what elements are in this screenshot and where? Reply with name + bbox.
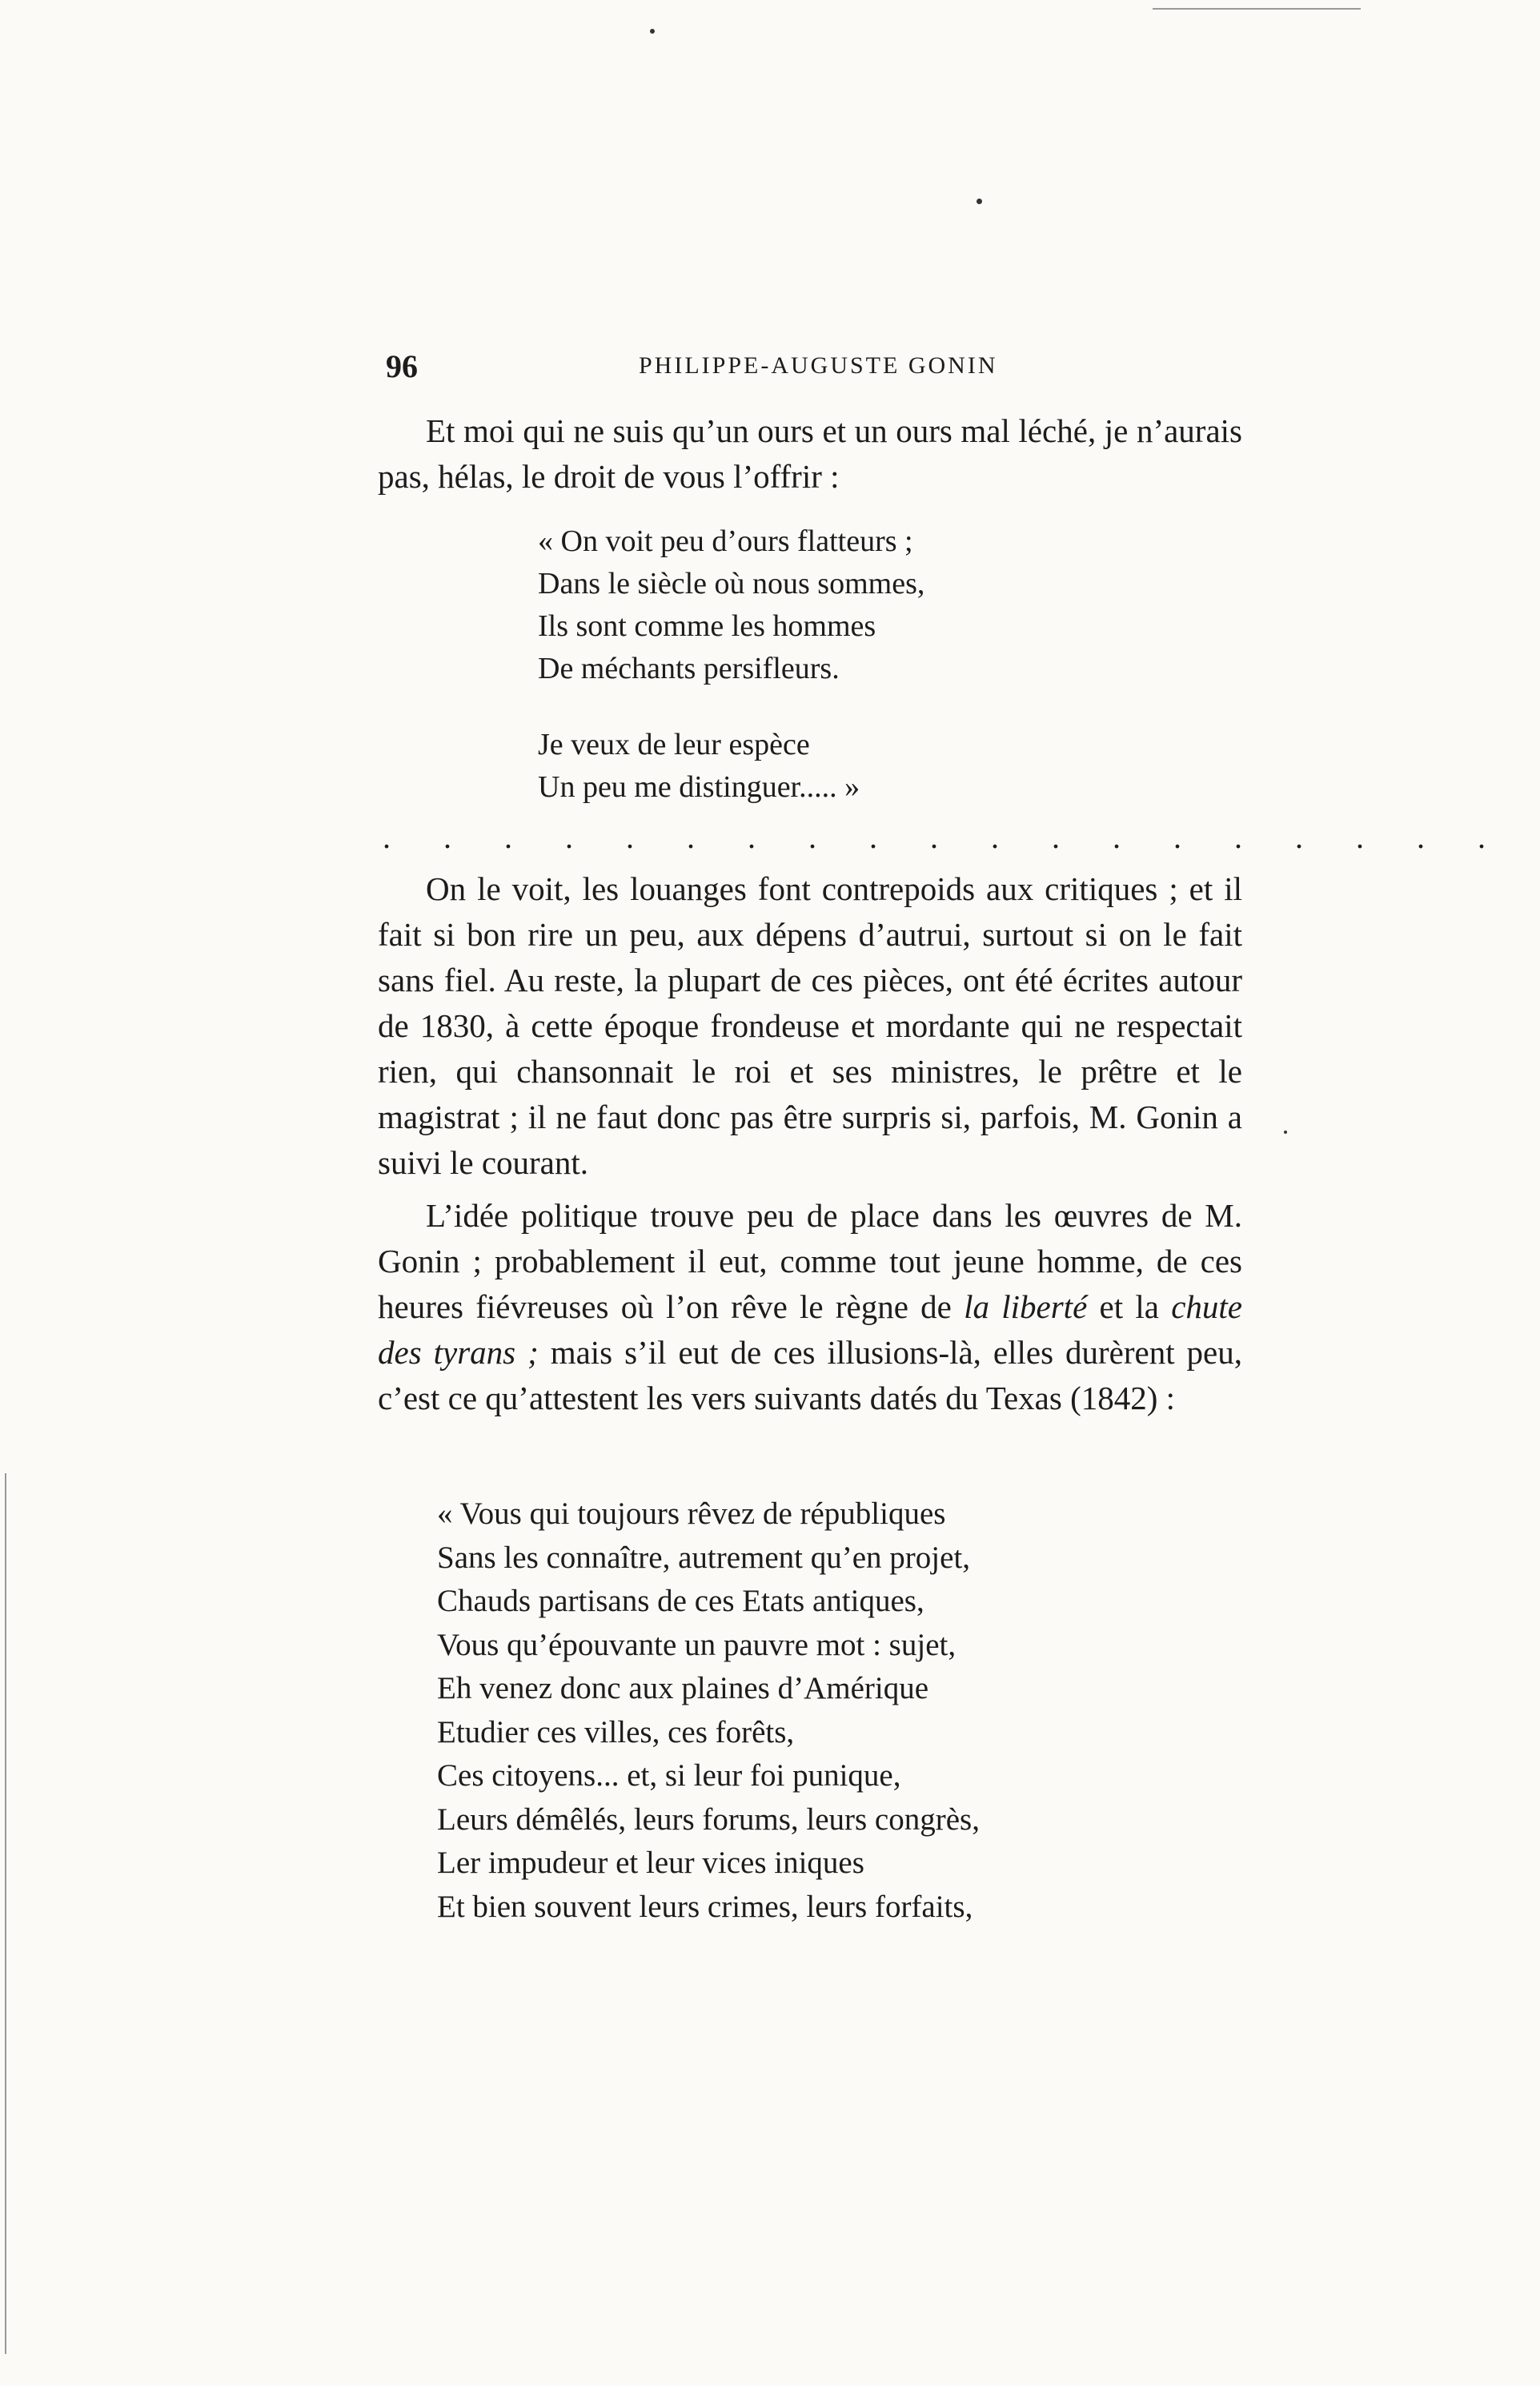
scan-edge-line (5, 1473, 6, 2354)
text-run: L’idée politique trouve peu de place dans les œuvres de M. Gonin ; probablement il eut, comme tout jeune homme, de ces heures fiévreuses où l’on rêve le règne de (378, 1197, 1242, 1325)
scan-speck (650, 29, 655, 34)
verse-line: De méchants persifleurs. (538, 652, 840, 685)
running-head: PHILIPPE-AUGUSTE GONIN (639, 352, 998, 379)
page-number: 96 (386, 348, 418, 384)
verse-line: « On voit peu d’ours flatteurs ; (538, 524, 913, 558)
page-header (386, 347, 1242, 396)
ellipsis-row: . . . . . . . . . . . . . . . . . . . (383, 819, 1508, 855)
italic-phrase: la liberté (964, 1288, 1088, 1325)
poem1-stanza2 (538, 724, 860, 809)
verse-line: Sans les connaître, autrement qu’en projet, (437, 1540, 971, 1575)
intro-paragraph: Et moi qui ne suis qu’un ours et un ours mal léché, je n’aurais pas, hélas, le droit de vous l’offrir : (378, 412, 1242, 495)
verse-line: Ces citoyens... et, si leur foi punique, (437, 1758, 901, 1793)
paragraph-louanges: On le voit, les louanges font contrepoids aux critiques ; et il fait si bon rire un peu, aux dépens d’autrui, surtout si on le fait sans fiel. Au reste, la plupart de ces pièces, ont été écrites autour de 1830, à cette époque frondeuse et mordante qui ne respectait rien, qui chansonnait le roi et ses ministres, le prêtre et le magistrat ; il ne faut donc pas être surpris si, parfois, M. Gonin a suivi le courant. (378, 870, 1242, 1181)
text-run: et la (1087, 1288, 1172, 1325)
verse-line: Vous qu’épouvante un pauvre mot : sujet, (437, 1627, 956, 1662)
verse-line: Etudier ces villes, ces forêts, (437, 1714, 795, 1749)
verse-line: Et bien souvent leurs crimes, leurs forfaits, (437, 1889, 973, 1924)
verse-line: Ler impudeur et leur vices iniques (437, 1846, 864, 1880)
verse-line: Je veux de leur espèce (538, 728, 810, 761)
verse-line: « Vous qui toujours rêvez de républiques (437, 1496, 946, 1531)
scan-speck (977, 199, 982, 204)
scan-edge-line (1153, 8, 1361, 10)
scan-speck (1284, 1131, 1287, 1134)
verse-line: Eh venez donc aux plaines d’Amérique (437, 1671, 929, 1705)
poem-texas (437, 1492, 980, 1929)
verse-line: Ils sont comme les hommes (538, 609, 876, 643)
verse-line: Chauds partisans de ces Etats antiques, (437, 1584, 924, 1618)
poem1-stanza1 (538, 520, 924, 690)
paragraph-idee-politique (378, 1193, 1242, 1421)
verse-line: Dans le siècle où nous sommes, (538, 567, 925, 601)
verse-line: Un peu me distinguer..... » (538, 770, 860, 804)
text-run: mais s’il eut de ces illusions-là, elles durèrent peu, c’est ce qu’attestent les vers suivants datés du Texas (1842) : (378, 1334, 1242, 1416)
italic-phrase: chute des tyrans ; (378, 1288, 1242, 1371)
verse-line: Leurs démêlés, leurs forums, leurs congrès, (437, 1802, 980, 1837)
